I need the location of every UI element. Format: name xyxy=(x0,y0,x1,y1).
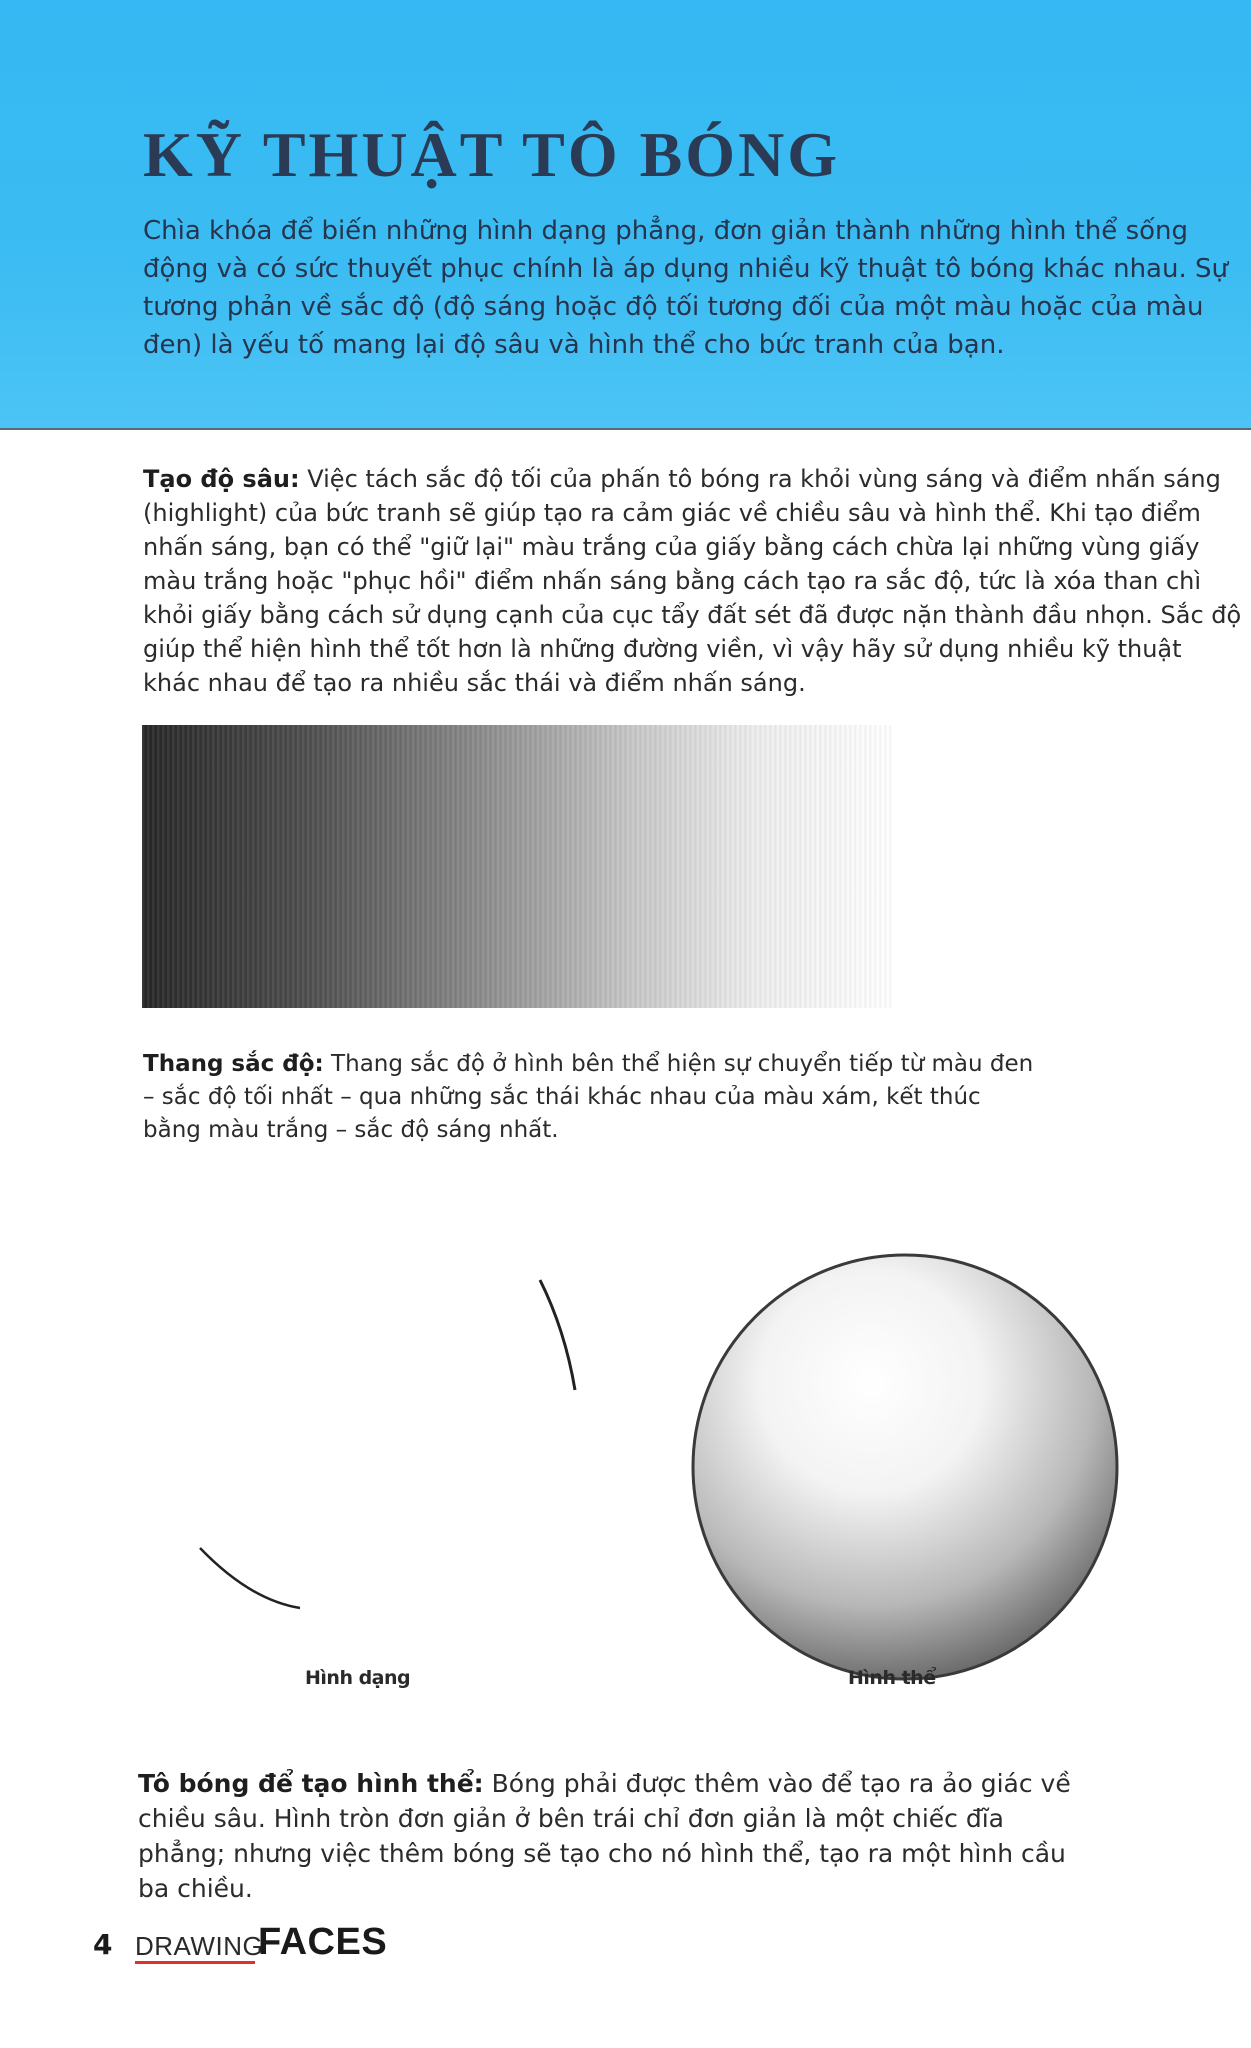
flat-circle-arc-bottom xyxy=(200,1548,300,1608)
brand-drawing-text: DRAWING xyxy=(135,1931,264,1961)
form-text: Bóng phải được thêm vào để tạo ra ảo giác về chiều sâu. Hình tròn đơn giản ở bên trái chỉ đơn giản là một chiếc đĩa phẳng; nhưng việc thêm bóng sẽ tạo cho nó hình thể, tạo ra một hình cầu ba chiều. xyxy=(138,1769,1071,1903)
form-label: Tô bóng để tạo hình thể: xyxy=(138,1769,484,1798)
sphere-figure xyxy=(693,1255,1117,1679)
page-number: 4 xyxy=(93,1928,113,1961)
brand-faces-text: FACES xyxy=(258,1921,388,1963)
brand-underline xyxy=(135,1961,255,1964)
depth-text: Việc tách sắc độ tối của phấn tô bóng ra khỏi vùng sáng và điểm nhấn sáng (highlight) của bức tranh sẽ giúp tạo ra cảm giác về chiều sâu và hình thể. Khi tạo điểm nhấn sáng, bạn có thể "giữ lại" màu trắng của giấy bằng cách chừa lại những vùng giấy màu trắng hoặc "phục hồi" điểm nhấn sáng bằng cách tạo ra sắc độ, tức là xóa than chì khỏi giấy bằng cách sử dụng cạnh của cục tẩy đất sét đã được nặn thành đầu nhọn. Sắc độ giúp thể hiện hình thể tốt hơn là những đường viền, vì vậy hãy sử dụng nhiều kỹ thuật khác nhau để tạo ra nhiều sắc thái và điểm nhấn sáng. xyxy=(143,465,1242,697)
sphere-shading xyxy=(693,1255,1117,1679)
page-title: KỸ THUẬT TÔ BÓNG xyxy=(143,119,841,190)
form-paragraph xyxy=(138,1766,1098,1906)
form-caption: Hình thể xyxy=(848,1667,936,1689)
value-scale-text: Thang sắc độ ở hình bên thể hiện sự chuyển tiếp từ màu đen – sắc độ tối nhất – qua những sắc thái khác nhau của màu xám, kết thúc bằng màu trắng – sắc độ sáng nhất. xyxy=(143,1051,1034,1143)
shape-caption: Hình dạng xyxy=(305,1667,411,1689)
flat-circle-arc-top xyxy=(540,1280,575,1390)
intro-paragraph: Chìa khóa để biến những hình dạng phẳng, đơn giản thành những hình thể sống động và có sức thuyết phục chính là áp dụng nhiều kỹ thuật tô bóng khác nhau. Sự tương phản về sắc độ (độ sáng hoặc độ tối tương đối của một màu hoặc của màu đen) là yếu tố mang lại độ sâu và hình thể cho bức tranh của bạn. xyxy=(143,216,1228,360)
depth-label: Tạo độ sâu: xyxy=(143,465,300,493)
flat-circle-figure xyxy=(200,1280,575,1608)
value-scale-label: Thang sắc độ: xyxy=(143,1051,324,1077)
